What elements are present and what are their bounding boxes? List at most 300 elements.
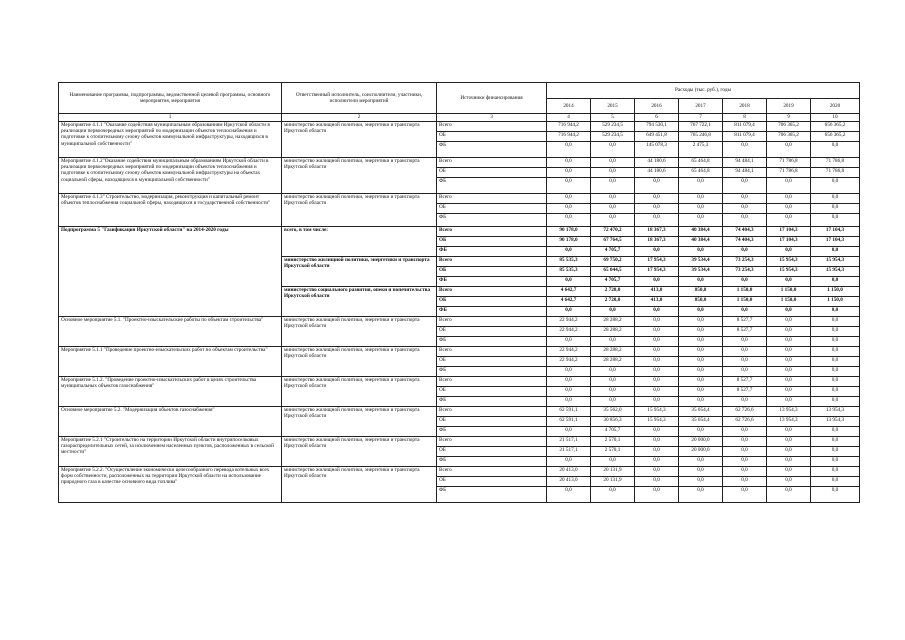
amount-cell: 71 786,8	[767, 158, 811, 168]
funding-source-cell: Всего	[437, 257, 547, 267]
amount-cell: 13 954,3	[811, 407, 860, 417]
amount-cell: 8 527,7	[723, 387, 767, 397]
funding-source-cell: ОБ	[437, 204, 547, 214]
amount-cell: 0,0	[767, 357, 811, 367]
amount-cell: 0,0	[723, 204, 767, 214]
table-row	[59, 467, 860, 477]
amount-cell: 0,0	[635, 204, 679, 214]
amount-cell: 0,0	[767, 142, 811, 158]
amount-cell: 0,0	[547, 194, 591, 204]
amount-cell: 0,0	[547, 457, 591, 467]
amount-cell: 1 150,0	[723, 287, 767, 297]
amount-cell: 20 000,0	[679, 437, 723, 447]
amount-cell: 0,0	[547, 168, 591, 178]
funding-source-cell: Всего	[437, 467, 547, 477]
amount-cell: 0,0	[679, 317, 723, 327]
amount-cell: 39 534,4	[679, 257, 723, 267]
amount-cell: 0,0	[547, 337, 591, 347]
amount-cell: 15 954,3	[767, 257, 811, 267]
amount-cell: 0,0	[679, 357, 723, 367]
funding-source-cell: ФБ	[437, 427, 547, 437]
amount-cell: 0,0	[635, 317, 679, 327]
program-name-cell: Основное мероприятие 5.2. "Модернизация объектов газоснабжения"	[59, 407, 282, 437]
amount-cell: 0,0	[635, 487, 679, 503]
executor-cell: всего, в том числе:	[282, 227, 437, 257]
amount-cell: 413,0	[635, 287, 679, 297]
amount-cell: 1 150,0	[723, 297, 767, 307]
amount-cell: 17 104,3	[811, 227, 860, 237]
amount-cell: 0,0	[811, 397, 860, 407]
amount-cell: 0,0	[635, 337, 679, 347]
amount-cell: 71 786,8	[811, 158, 860, 168]
amount-cell: 85 535,3	[547, 267, 591, 277]
header-expenses: Расходы (тыс. руб.), годы	[547, 83, 860, 99]
amount-cell: 0,0	[635, 277, 679, 287]
funding-source-cell: ФБ	[437, 397, 547, 407]
amount-cell: 0,0	[811, 487, 860, 503]
amount-cell: 69 750,2	[591, 257, 635, 267]
amount-cell: 73 254,3	[723, 257, 767, 267]
funding-source-cell: ФБ	[437, 457, 547, 467]
amount-cell: 0,0	[635, 457, 679, 467]
amount-cell: 0,0	[679, 397, 723, 407]
amount-cell: 0,0	[635, 397, 679, 407]
amount-cell: 62 726,6	[723, 407, 767, 417]
amount-cell: 0,0	[679, 337, 723, 347]
funding-source-cell: ФБ	[437, 178, 547, 194]
funding-source-cell: Всего	[437, 377, 547, 387]
amount-cell: 0,0	[723, 457, 767, 467]
amount-cell: 35 054,4	[679, 417, 723, 427]
amount-cell: 0,0	[811, 317, 860, 327]
amount-cell: 0,0	[811, 427, 860, 437]
funding-source-cell: ФБ	[437, 247, 547, 257]
amount-cell: 145 078,3	[635, 142, 679, 158]
amount-cell: 0,0	[723, 247, 767, 257]
executor-cell: министерство жилищной политики, энергетики и транспорта Иркутской области	[282, 257, 437, 287]
program-name-cell: Мероприятие 5.2.1 "Строительство на территории Иркутской области внутрипоселковых газораспределительных сетей, за исключением населенных пунктов, расположенных в сельской местности"	[59, 437, 282, 467]
amount-cell: 0,0	[767, 204, 811, 214]
program-name-cell: Основное мероприятие 5.1. "Проектно-изыскательские работы по объектам строительства"	[59, 317, 282, 347]
amount-cell: 0,0	[679, 347, 723, 357]
column-index: 6	[635, 114, 679, 122]
amount-cell: 15 954,3	[811, 257, 860, 267]
column-index: 10	[811, 114, 860, 122]
program-name-cell: Мероприятие 4.1.1 "Оказание содействия муниципальным образованиям Иркутской области в реализации первоочередных мероприятий по модернизации объектов теплоснабжения и подготовке к отопительному сезону объектов коммунальной инфраструктуры, находящихся в муниципальной собственности"	[59, 122, 282, 158]
amount-cell: 0,0	[547, 158, 591, 168]
amount-cell: 0,0	[635, 477, 679, 487]
amount-cell: 0,0	[767, 437, 811, 447]
amount-cell: 850,0	[679, 297, 723, 307]
header-program: Наименование программы, подпрограммы, ведомственной целевой программы, основного мероприятия, мероприятия	[59, 83, 282, 114]
amount-cell: 22 944,2	[547, 327, 591, 337]
funding-source-cell: ОБ	[437, 297, 547, 307]
amount-cell: 18 367,3	[635, 237, 679, 247]
amount-cell: 0,0	[811, 247, 860, 257]
amount-cell: 22 944,2	[547, 347, 591, 357]
executor-cell: министерство жилищной политики, энергетики и транспорта Иркутской области	[282, 158, 437, 194]
funding-source-cell: Всего	[437, 437, 547, 447]
column-index: 4	[547, 114, 591, 122]
amount-cell: 73 254,3	[723, 267, 767, 277]
amount-cell: 0,0	[679, 377, 723, 387]
amount-cell: 0,0	[679, 427, 723, 437]
table-row	[59, 377, 860, 387]
funding-source-cell: ФБ	[437, 214, 547, 227]
funding-source-cell: Всего	[437, 122, 547, 132]
header-year: 2015	[591, 99, 635, 114]
amount-cell: 39 534,4	[679, 267, 723, 277]
amount-cell: 85 535,3	[547, 257, 591, 267]
amount-cell: 1 150,0	[767, 287, 811, 297]
funding-source-cell: ОБ	[437, 132, 547, 142]
funding-source-cell: ОБ	[437, 447, 547, 457]
funding-source-cell: Всего	[437, 317, 547, 327]
executor-cell: министерство жилищной политики, энергетики и транспорта Иркутской области	[282, 407, 437, 437]
amount-cell: 22 944,2	[547, 317, 591, 327]
table-row	[59, 227, 860, 237]
amount-cell: 15 954,3	[635, 417, 679, 427]
amount-cell: 0,0	[723, 467, 767, 477]
amount-cell: 0,0	[767, 178, 811, 194]
amount-cell: 0,0	[635, 327, 679, 337]
amount-cell: 0,0	[811, 214, 860, 227]
amount-cell: 0,0	[635, 387, 679, 397]
amount-cell: 2 720,0	[591, 287, 635, 297]
amount-cell: 0,0	[723, 427, 767, 437]
amount-cell: 0,0	[591, 194, 635, 204]
amount-cell: 0,0	[767, 457, 811, 467]
amount-cell: 0,0	[547, 427, 591, 437]
amount-cell: 529 234,5	[591, 132, 635, 142]
funding-source-cell: ОБ	[437, 267, 547, 277]
amount-cell: 0,0	[679, 214, 723, 227]
amount-cell: 0,0	[635, 347, 679, 357]
funding-source-cell: ОБ	[437, 168, 547, 178]
amount-cell: 35 054,4	[679, 407, 723, 417]
amount-cell: 0,0	[591, 367, 635, 377]
amount-cell: 0,0	[767, 377, 811, 387]
executor-cell: министерство жилищной политики, энергетики и транспорта Иркутской области	[282, 347, 437, 377]
executor-cell: министерство жилищной политики, энергетики и транспорта Иркутской области	[282, 377, 437, 407]
funding-source-cell: ОБ	[437, 237, 547, 247]
amount-cell: 0,0	[591, 377, 635, 387]
amount-cell: 0,0	[811, 437, 860, 447]
amount-cell: 0,0	[767, 194, 811, 204]
amount-cell: 0,0	[591, 397, 635, 407]
table-row	[59, 437, 860, 447]
amount-cell: 1 150,0	[811, 287, 860, 297]
amount-cell: 0,0	[723, 194, 767, 204]
amount-cell: 2 720,0	[591, 297, 635, 307]
amount-cell: 90 178,0	[547, 227, 591, 237]
amount-cell: 8 527,7	[723, 317, 767, 327]
funding-source-cell: ФБ	[437, 337, 547, 347]
amount-cell: 0,0	[547, 214, 591, 227]
amount-cell: 8 527,7	[723, 327, 767, 337]
amount-cell: 0,0	[811, 307, 860, 317]
amount-cell: 20 413,0	[547, 467, 591, 477]
table-row	[59, 407, 860, 417]
amount-cell: 4 705,7	[591, 427, 635, 437]
header-year: 2020	[811, 99, 860, 114]
amount-cell: 13 954,3	[767, 417, 811, 427]
amount-cell: 71 786,8	[767, 168, 811, 178]
amount-cell: 72 470,2	[591, 227, 635, 237]
amount-cell: 17 954,3	[635, 267, 679, 277]
table-row	[59, 158, 860, 168]
amount-cell: 0,0	[679, 487, 723, 503]
amount-cell: 0,0	[767, 467, 811, 477]
amount-cell: 0,0	[591, 158, 635, 168]
program-name-cell: Мероприятие 5.1.1 "Проведение проектно-изыскательских работ по объектам строительства"	[59, 347, 282, 377]
amount-cell: 0,0	[811, 377, 860, 387]
funding-source-cell: Всего	[437, 287, 547, 297]
amount-cell: 0,0	[723, 367, 767, 377]
column-index: 1	[59, 114, 282, 122]
amount-cell: 40 384,4	[679, 227, 723, 237]
amount-cell: 0,0	[635, 194, 679, 204]
budget-table	[58, 82, 860, 503]
amount-cell: 17 954,3	[635, 257, 679, 267]
column-index: 8	[723, 114, 767, 122]
amount-cell: 0,0	[679, 367, 723, 377]
amount-cell: 94 484,1	[723, 168, 767, 178]
amount-cell: 706 365,2	[767, 132, 811, 142]
executor-cell: министерство социального развития, опеки и попечительства Иркутской области	[282, 287, 437, 317]
amount-cell: 2 475,3	[679, 142, 723, 158]
amount-cell: 0,0	[679, 327, 723, 337]
funding-source-cell: ФБ	[437, 367, 547, 377]
funding-source-cell: ОБ	[437, 477, 547, 487]
amount-cell: 17 104,3	[767, 237, 811, 247]
amount-cell: 20 131,9	[591, 467, 635, 477]
amount-cell: 21 517,1	[547, 447, 591, 457]
amount-cell: 0,0	[723, 142, 767, 158]
amount-cell: 0,0	[635, 367, 679, 377]
executor-cell: министерство жилищной политики, энергетики и транспорта Иркутской области	[282, 317, 437, 347]
amount-cell: 0,0	[811, 337, 860, 347]
amount-cell: 0,0	[591, 168, 635, 178]
amount-cell: 62 591,1	[547, 407, 591, 417]
amount-cell: 0,0	[679, 194, 723, 204]
amount-cell: 0,0	[811, 447, 860, 457]
amount-cell: 0,0	[547, 178, 591, 194]
amount-cell: 0,0	[591, 337, 635, 347]
amount-cell: 28 288,2	[591, 357, 635, 367]
amount-cell: 65 464,8	[679, 158, 723, 168]
amount-cell: 13 954,3	[767, 407, 811, 417]
amount-cell: 0,0	[767, 317, 811, 327]
funding-source-cell: Всего	[437, 158, 547, 168]
program-name-cell: Мероприятие 4.1.2"Оказание содействия муниципальным образованиям Иркутской области в реализации первоочередных мероприятий по модернизации объектов теплоснабжения и подготовке к отопительному сезону объектов коммунальной инфраструктуры на объектах социальной сферы, находящихся в муниципальной собственности"	[59, 158, 282, 194]
header-year: 2017	[679, 99, 723, 114]
amount-cell: 0,0	[723, 347, 767, 357]
amount-cell: 0,0	[635, 247, 679, 257]
amount-cell: 0,0	[547, 204, 591, 214]
amount-cell: 15 954,3	[635, 407, 679, 417]
executor-cell: министерство жилищной политики, энергетики и транспорта Иркутской области	[282, 467, 437, 503]
amount-cell: 0,0	[635, 437, 679, 447]
amount-cell: 13 954,3	[811, 417, 860, 427]
amount-cell: 0,0	[767, 327, 811, 337]
amount-cell: 656 365,2	[811, 132, 860, 142]
amount-cell: 0,0	[767, 247, 811, 257]
program-name-cell: Мероприятие 5.2.2. "Осуществление экономически целесообразного перевода котельных всех форм собственности, расположенных на территории Иркутской области на использование природного газа в качестве основного вида топлива"	[59, 467, 282, 503]
amount-cell: 15 954,3	[811, 267, 860, 277]
amount-cell: 1 150,0	[767, 297, 811, 307]
column-index: 3	[437, 114, 547, 122]
column-index: 2	[282, 114, 437, 122]
amount-cell: 1 150,0	[811, 297, 860, 307]
amount-cell: 0,0	[811, 367, 860, 377]
amount-cell: 44 180,6	[635, 158, 679, 168]
amount-cell: 0,0	[679, 467, 723, 477]
amount-cell: 0,0	[679, 307, 723, 317]
amount-cell: 17 104,3	[811, 237, 860, 247]
amount-cell: 0,0	[811, 347, 860, 357]
amount-cell: 0,0	[635, 467, 679, 477]
amount-cell: 811 079,4	[723, 132, 767, 142]
amount-cell: 0,0	[679, 204, 723, 214]
amount-cell: 0,0	[635, 307, 679, 317]
amount-cell: 0,0	[811, 457, 860, 467]
table-row	[59, 347, 860, 357]
amount-cell: 0,0	[723, 487, 767, 503]
executor-cell: министерство жилищной политики, энергетики и транспорта Иркутской области	[282, 194, 437, 227]
amount-cell: 0,0	[547, 387, 591, 397]
amount-cell: 28 288,2	[591, 317, 635, 327]
amount-cell: 0,0	[723, 178, 767, 194]
amount-cell: 0,0	[679, 247, 723, 257]
amount-cell: 0,0	[547, 307, 591, 317]
amount-cell: 74 404,3	[723, 237, 767, 247]
amount-cell: 0,0	[679, 457, 723, 467]
amount-cell: 2 570,1	[591, 447, 635, 457]
amount-cell: 0,0	[767, 347, 811, 357]
amount-cell: 0,0	[591, 487, 635, 503]
amount-cell: 0,0	[767, 307, 811, 317]
amount-cell: 22 944,2	[547, 357, 591, 367]
amount-cell: 4 705,7	[591, 277, 635, 287]
amount-cell: 0,0	[811, 357, 860, 367]
amount-cell: 21 517,1	[547, 437, 591, 447]
amount-cell: 0,0	[767, 277, 811, 287]
amount-cell: 0,0	[547, 247, 591, 257]
amount-cell: 0,0	[547, 277, 591, 287]
header-source: Источники финансирования	[437, 83, 547, 114]
amount-cell: 0,0	[811, 327, 860, 337]
amount-cell: 0,0	[767, 427, 811, 437]
amount-cell: 716 944,2	[547, 132, 591, 142]
amount-cell: 44 180,6	[635, 168, 679, 178]
funding-source-cell: ОБ	[437, 327, 547, 337]
header-year: 2016	[635, 99, 679, 114]
amount-cell: 0,0	[811, 277, 860, 287]
amount-cell: 67 764,5	[591, 237, 635, 247]
funding-source-cell: Всего	[437, 194, 547, 204]
amount-cell: 4 642,7	[547, 287, 591, 297]
amount-cell: 0,0	[723, 437, 767, 447]
amount-cell: 90 178,0	[547, 237, 591, 247]
amount-cell: 0,0	[723, 277, 767, 287]
amount-cell: 0,0	[591, 178, 635, 194]
amount-cell: 30 856,3	[591, 417, 635, 427]
header-executor: Ответственный исполнитель, соисполнители, участники, исполнители мероприятий	[282, 83, 437, 114]
amount-cell: 765 246,8	[679, 132, 723, 142]
amount-cell: 28 288,2	[591, 347, 635, 357]
amount-cell: 0,0	[679, 277, 723, 287]
amount-cell: 0,0	[767, 447, 811, 457]
funding-source-cell: Всего	[437, 407, 547, 417]
executor-cell: министерство жилищной политики, энергетики и транспорта Иркутской области	[282, 122, 437, 158]
funding-source-cell: ОБ	[437, 417, 547, 427]
amount-cell: 0,0	[635, 427, 679, 437]
amount-cell: 62 726,6	[723, 417, 767, 427]
amount-cell: 0,0	[811, 467, 860, 477]
amount-cell: 0,0	[635, 178, 679, 194]
funding-source-cell: ФБ	[437, 307, 547, 317]
amount-cell: 649 451,8	[635, 132, 679, 142]
amount-cell: 0,0	[591, 307, 635, 317]
amount-cell: 0,0	[547, 487, 591, 503]
header-year: 2019	[767, 99, 811, 114]
amount-cell: 8 527,7	[723, 377, 767, 387]
amount-cell: 0,0	[547, 367, 591, 377]
amount-cell: 0,0	[635, 357, 679, 367]
amount-cell: 0,0	[723, 447, 767, 457]
amount-cell: 0,0	[679, 178, 723, 194]
amount-cell: 17 104,3	[767, 227, 811, 237]
funding-source-cell: ФБ	[437, 142, 547, 158]
amount-cell: 0,0	[591, 214, 635, 227]
amount-cell: 0,0	[811, 142, 860, 158]
amount-cell: 4 642,7	[547, 297, 591, 307]
amount-cell: 0,0	[635, 377, 679, 387]
amount-cell: 0,0	[811, 387, 860, 397]
amount-cell: 716 944,2	[547, 122, 591, 132]
amount-cell: 0,0	[547, 397, 591, 407]
amount-cell: 0,0	[591, 204, 635, 214]
table-row	[59, 194, 860, 204]
amount-cell: 0,0	[635, 447, 679, 457]
amount-cell: 0,0	[811, 204, 860, 214]
amount-cell: 0,0	[767, 214, 811, 227]
funding-source-cell: ОБ	[437, 387, 547, 397]
amount-cell: 65 044,5	[591, 267, 635, 277]
amount-cell: 0,0	[591, 387, 635, 397]
amount-cell: 529 234,5	[591, 122, 635, 132]
amount-cell: 0,0	[547, 377, 591, 387]
amount-cell: 2 570,1	[591, 437, 635, 447]
amount-cell: 0,0	[723, 214, 767, 227]
amount-cell: 15 954,3	[767, 267, 811, 277]
amount-cell: 0,0	[767, 487, 811, 503]
amount-cell: 0,0	[547, 142, 591, 158]
amount-cell: 62 591,1	[547, 417, 591, 427]
amount-cell: 20 413,0	[547, 477, 591, 487]
amount-cell: 0,0	[811, 477, 860, 487]
amount-cell: 850,0	[679, 287, 723, 297]
amount-cell: 0,0	[767, 397, 811, 407]
executor-cell: министерство жилищной политики, энергетики и транспорта Иркутской области	[282, 437, 437, 467]
amount-cell: 94 484,1	[723, 158, 767, 168]
amount-cell: 4 705,7	[591, 247, 635, 257]
header-year: 2014	[547, 99, 591, 114]
amount-cell: 0,0	[811, 178, 860, 194]
amount-cell: 0,0	[767, 337, 811, 347]
amount-cell: 0,0	[723, 307, 767, 317]
